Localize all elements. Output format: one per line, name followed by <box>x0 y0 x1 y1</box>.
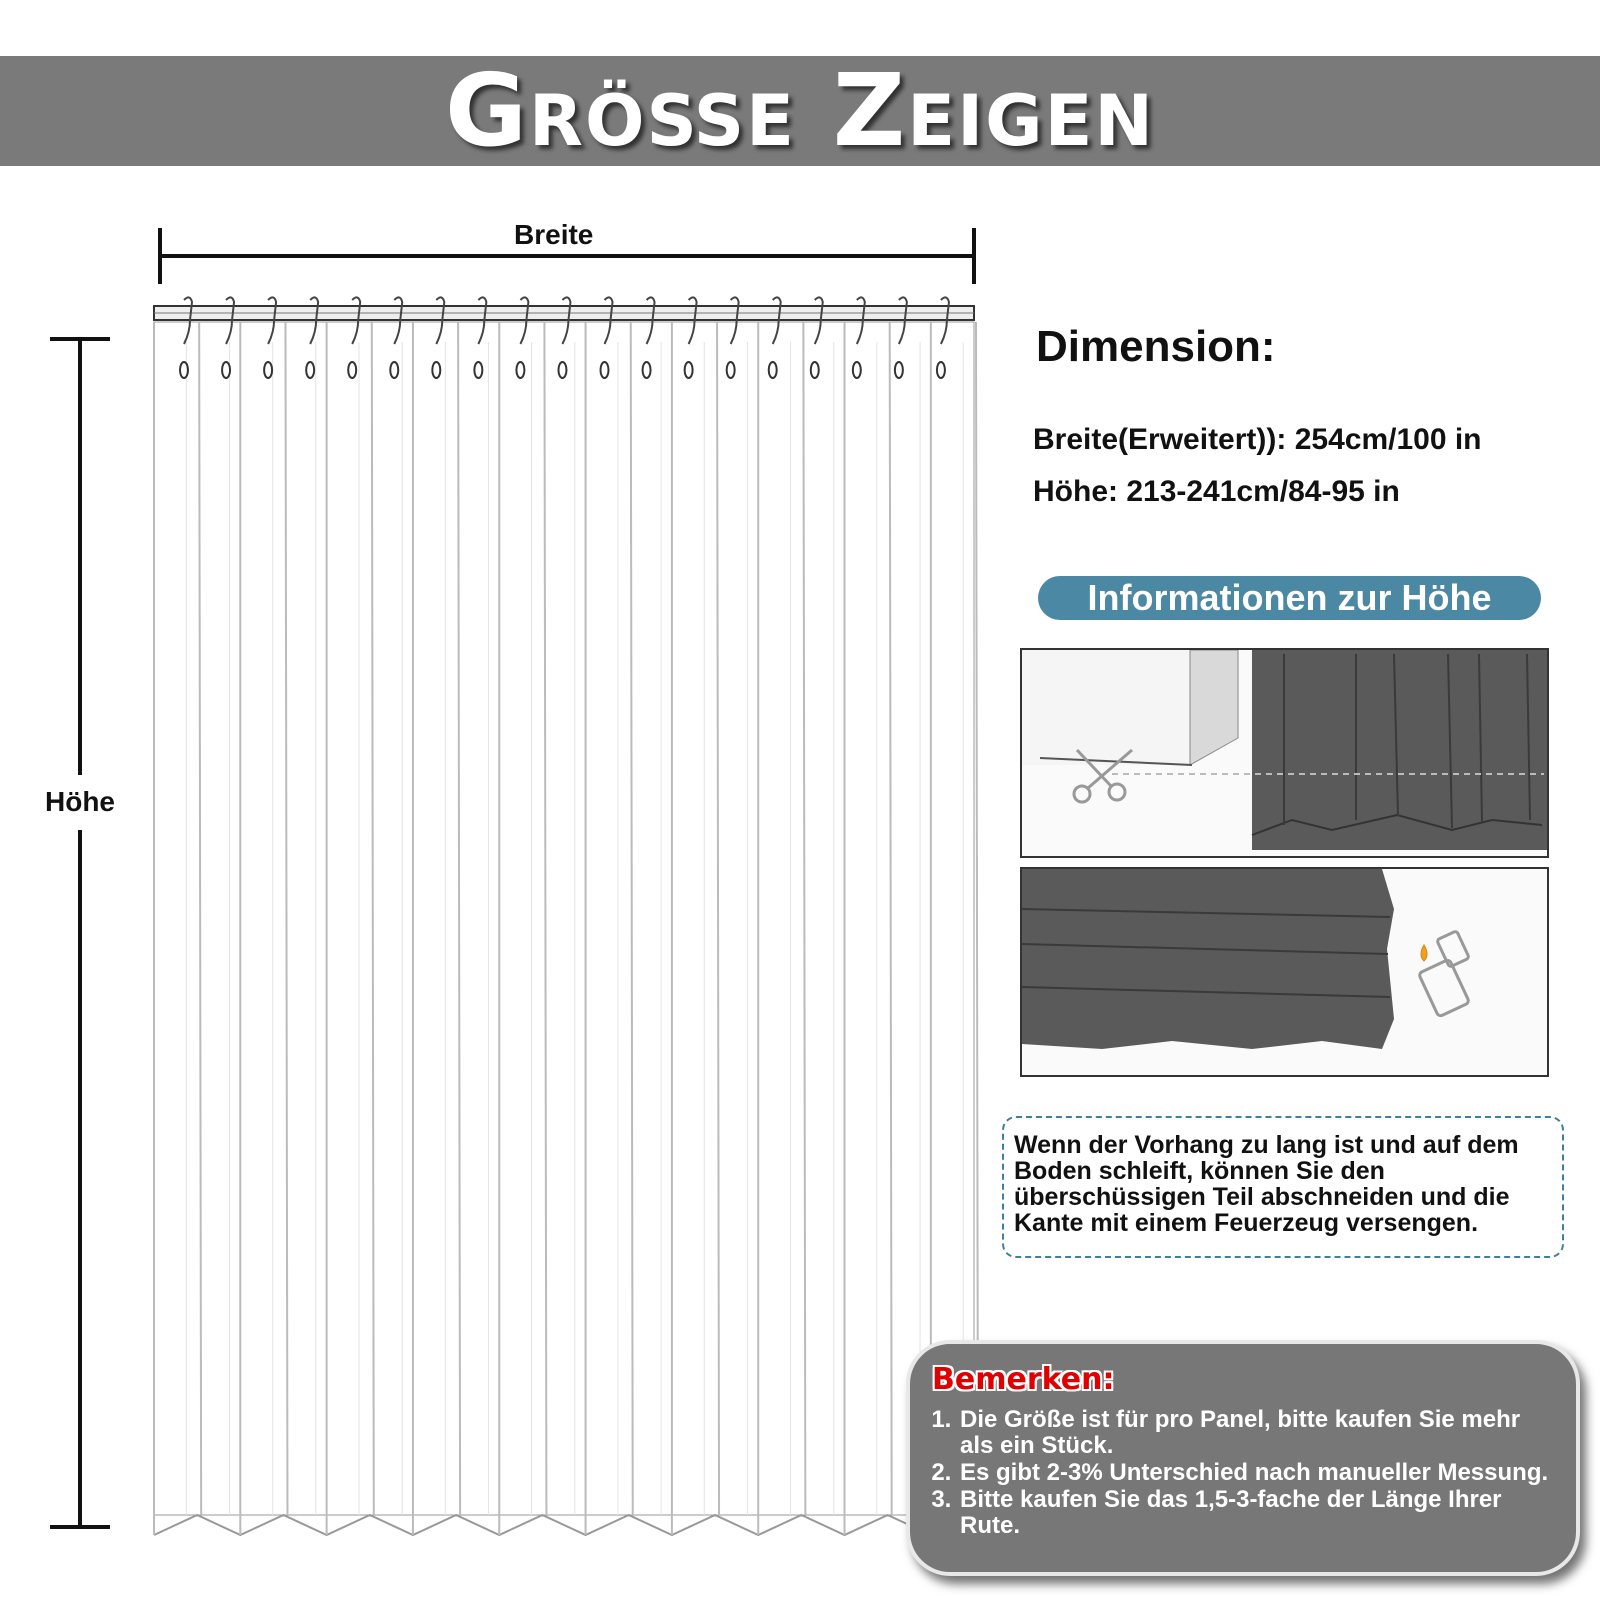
remark-item: 2. Es gibt 2-3% Unterschied nach manueller Messung. <box>958 1460 1558 1486</box>
remarks-title: Bemerken: <box>932 1362 1115 1397</box>
height-info-badge: Informationen zur Höhe <box>1038 576 1541 620</box>
curtain-rod <box>154 306 974 320</box>
page-title: Größe Zeigen <box>444 52 1156 169</box>
height-label: Höhe <box>45 786 115 817</box>
height-info-note: Wenn der Vorhang zu lang ist und auf dem Boden schleift, können Sie den überschüssigen Teil abschneiden und die Kante mit einem Feuerzeug versengen. <box>1002 1116 1564 1258</box>
remark-item: 1. Die Größe ist für pro Panel, bitte kaufen Sie mehr als ein Stück. <box>958 1407 1558 1459</box>
width-label: Breite <box>514 219 594 250</box>
cut-illustration <box>1020 648 1549 858</box>
remarks-list <box>932 1407 1558 1539</box>
height-dimension-line <box>50 339 110 1527</box>
remarks-box <box>906 1340 1580 1576</box>
lighter-icon <box>1418 931 1469 1017</box>
dimension-title: Dimension: <box>1036 322 1276 371</box>
height-spec: Höhe: 213-241cm/84-95 in <box>1033 475 1400 508</box>
curtain-panel <box>154 297 978 1535</box>
remark-item: 3. Bitte kaufen Sie das 1,5-3-fache der Länge Ihrer Rute. <box>958 1487 1558 1539</box>
width-spec: Breite(Erweitert)): 254cm/100 in <box>1033 423 1482 456</box>
sear-illustration <box>1020 867 1549 1077</box>
